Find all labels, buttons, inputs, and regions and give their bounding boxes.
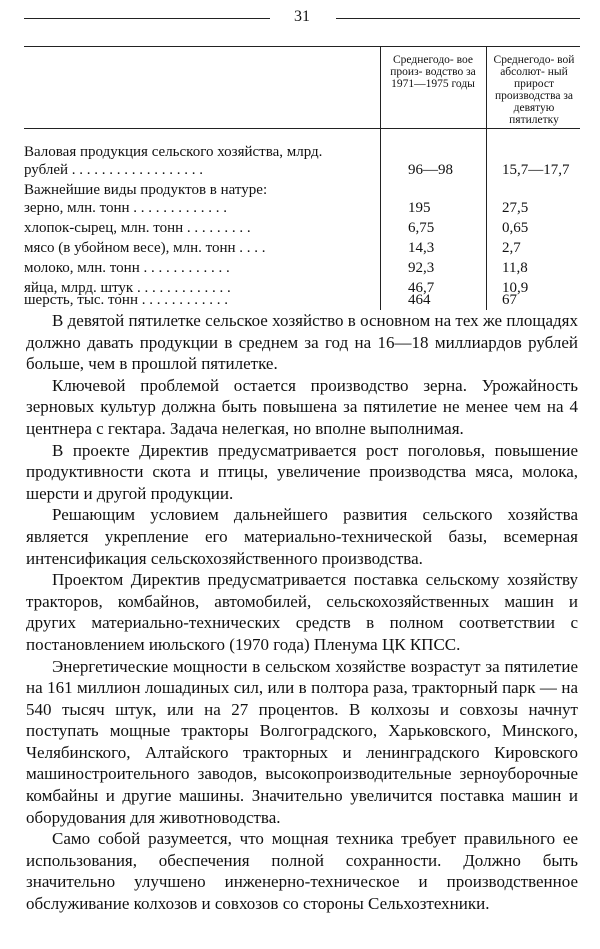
paragraph: Проектом Директив предусматривается поставка сельскому хозяйству тракторов, комбайнов, автомобилей, сельскохозяйственных машин и других материально-технических средств в полном соответствии с постановлением июльского (1970 года) Пленума ЦК КПСС.: [26, 570, 578, 654]
row-value-growth: 67: [502, 292, 517, 308]
row-value-growth: 11,8: [502, 260, 528, 276]
row-label: рублей . . . . . . . . . . . . . . . . . .: [24, 162, 204, 178]
table-row: [24, 198, 580, 218]
column-header-average-production: Среднегодо- вое произ- водство за 1971—1975 годы: [390, 54, 476, 90]
body-text: [26, 310, 578, 915]
table-row: [24, 142, 580, 162]
column-header-average-growth: Среднегодо- вой абсолют- ный прирост производства за девятую пятилетку: [493, 54, 575, 126]
row-label: молоко, млн. тонн . . . . . . . . . . . .: [24, 260, 230, 276]
paragraph: Ключевой проблемой остается производство зерна. Урожайность зерновых культур должна быть повышена за пятилетие не менее чем на 4 центнера с гектара. Задача нелегкая, но вполне выполнимая.: [26, 375, 578, 438]
paragraph: В девятой пятилетке сельское хозяйство в основном на тех же площадях должно давать продукции в среднем за год на 16—18 миллиардов рублей больше, чем в прошлой пятилетке.: [26, 311, 578, 374]
row-value-production: 46,7: [408, 280, 435, 296]
row-value-production: 6,75: [408, 220, 435, 236]
paragraph: Решающим условием дальнейшего развития сельского хозяйства является укрепление его материально-технической базы, всемерная интенсификация сельскохозяйственного производства.: [26, 505, 578, 568]
production-table: [24, 46, 580, 310]
row-value-growth: 2,7: [502, 240, 521, 256]
table-row: [24, 238, 580, 258]
table-row: [24, 258, 580, 278]
page-header: [24, 8, 580, 28]
row-value-growth: 0,65: [502, 220, 529, 236]
table-row: [24, 290, 580, 310]
row-value-production: 92,3: [408, 260, 435, 276]
table-top-rule: [24, 46, 580, 47]
table-row: [24, 218, 580, 238]
row-value-growth: 15,7—17,7: [502, 162, 570, 178]
table-row: [24, 160, 580, 180]
paragraph: Энергетические мощности в сельском хозяйстве возрастут за пятилетие на 161 миллион лошадиных сил, или в полтора раза, тракторный парк — на 540 тысяч штук, или на 27 процентов. В колхозы и совхозы начнут поступать мощные тракторы Волгоградского, Харьковского, Минского, Челябинского, Алтайского тракторных и ленинградского Кировского машиностроительного заводов, высокопроизводительные зерноуборочные комбайны и другие машины. Значительно увеличится поставка машин и оборудования для животноводства.: [26, 656, 578, 827]
table-row: [24, 180, 580, 200]
row-value-production: 464: [408, 292, 431, 308]
paragraph: Само собой разумеется, что мощная техника требует правильного ее использования, обеспечения полной сохранности. Должно быть значительно улучшено инженерно-техническое и производственное обслуживание колхозов и совхозов со стороны Сельхозтехники.: [26, 829, 578, 914]
row-value-production: 14,3: [408, 240, 435, 256]
table-header-rule: [24, 128, 580, 129]
row-label: зерно, млн. тонн . . . . . . . . . . . . .: [24, 200, 228, 216]
row-label: яйца, млрд. штук . . . . . . . . . . . . .: [24, 280, 231, 296]
row-value-growth: 10,9: [502, 280, 529, 296]
row-value-production: 195: [408, 200, 431, 216]
row-value-production: 96—98: [408, 162, 453, 178]
row-label: Валовая продукция сельского хозяйства, млрд.: [24, 144, 323, 160]
row-label: шерсть, тыс. тонн . . . . . . . . . . . .: [24, 292, 228, 308]
row-label: Важнейшие виды продуктов в натуре:: [24, 182, 268, 198]
row-label: хлопок-сырец, млн. тонн . . . . . . . . .: [24, 220, 251, 236]
header-rule-right: [336, 18, 580, 19]
page-number: 31: [294, 8, 310, 25]
row-label: мясо (в убойном весе), млн. тонн . . . .: [24, 240, 266, 256]
paragraph: В проекте Директив предусматривается рост поголовья, повышение продуктивности скота и птицы, увеличение производства мяса, молока, шерсти и другой продукции.: [26, 440, 578, 503]
row-value-growth: 27,5: [502, 200, 529, 216]
